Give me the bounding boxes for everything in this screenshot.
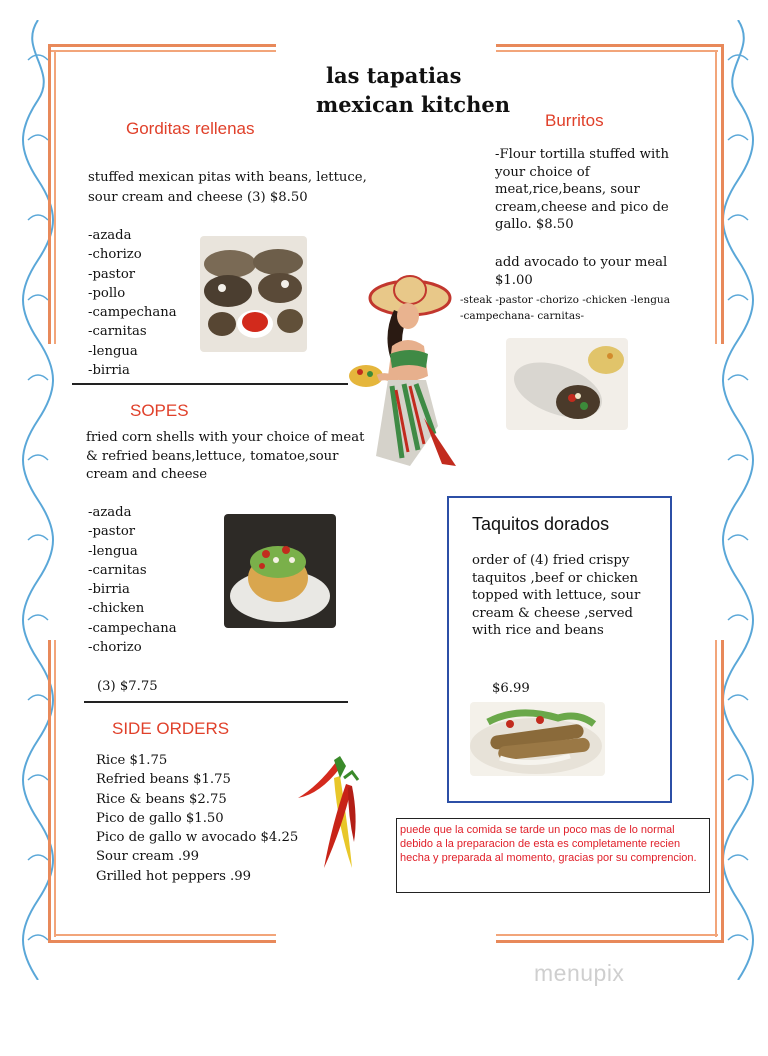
list-item: -carnitas xyxy=(88,562,147,578)
left-vine-decoration xyxy=(18,20,58,980)
list-item: Rice & beans $2.75 xyxy=(96,791,227,807)
gorditas-description: stuffed mexican pitas with beans, lettuce, sour cream and cheese (3) $8.50 xyxy=(88,170,367,205)
list-item: Pico de gallo w avocado $4.25 xyxy=(96,830,299,846)
list-item: -azada xyxy=(88,228,132,243)
sopes-divider xyxy=(84,701,348,703)
list-item: Grilled hot peppers .99 xyxy=(96,868,252,884)
burritos-meats-line1: -steak -pastor -chorizo -chicken -lengua xyxy=(460,294,670,306)
list-item: -pollo xyxy=(88,285,126,301)
list-item: -pastor xyxy=(88,524,136,540)
list-item: -campechana xyxy=(88,305,177,321)
sopes-title: SOPES xyxy=(130,401,189,420)
list-item: Refried beans $1.75 xyxy=(96,772,231,788)
preparation-note-text: puede que la comida se tarde un poco mas de lo normal debido a la preparacion de esta es completamente recien hecha y preparada al momento, gracias por su comprencion. xyxy=(400,824,697,864)
list-item: -birria xyxy=(88,363,130,379)
sopes-description: fried corn shells with your choice of meat & refried beans,lettuce, tomatoe,sour cream and cheese xyxy=(86,430,365,482)
chili-peppers-illustration xyxy=(296,756,370,874)
list-item: Rice $1.75 xyxy=(96,753,168,768)
side-orders-list xyxy=(96,751,298,886)
list-item: -campechana xyxy=(88,620,177,636)
restaurant-subtitle: mexican kitchen xyxy=(316,92,510,117)
list-item: -lengua xyxy=(88,343,138,359)
list-item: -lengua xyxy=(88,543,138,559)
list-item: Pico de gallo $1.50 xyxy=(96,810,224,826)
burritos-meats-line2: -campechana- carnitas- xyxy=(460,309,585,322)
sopes-price: (3) $7.75 xyxy=(97,679,158,694)
list-item: -chicken xyxy=(88,601,145,617)
gorditas-divider xyxy=(72,383,348,385)
list-item: -birria xyxy=(88,582,130,598)
gorditas-photo xyxy=(200,236,307,352)
sopes-meat-list xyxy=(88,503,177,657)
list-item: -carnitas xyxy=(88,324,147,340)
menupix-watermark: menupix xyxy=(534,960,625,986)
list-item: -chorizo xyxy=(88,247,142,263)
gorditas-title: Gorditas rellenas xyxy=(126,119,255,138)
taquitos-price: $6.99 xyxy=(492,681,530,696)
taquitos-photo xyxy=(470,702,605,776)
list-item: -pastor xyxy=(88,266,136,282)
gorditas-meat-list xyxy=(88,226,177,380)
burritos-meats xyxy=(460,293,670,324)
sopes-photo xyxy=(224,514,336,628)
list-item: -azada xyxy=(88,505,132,520)
list-item: -chorizo xyxy=(88,640,142,656)
side-orders-title: SIDE ORDERS xyxy=(112,719,230,738)
taquitos-description: order of (4) fried crispy taquitos ,beef or chicken topped with lettuce, sour cream & cheese ,served with rice and beans xyxy=(472,553,641,638)
right-vine-decoration xyxy=(718,20,758,980)
taquitos-title: Taquitos dorados xyxy=(472,514,610,534)
burritos-avocado-addon: add avocado to your meal $1.00 xyxy=(495,255,668,288)
burritos-description: -Flour tortilla stuffed with your choice of meat,rice,beans, sour cream,cheese and pico de gallo. $8.50 xyxy=(495,147,669,232)
list-item: Sour cream .99 xyxy=(96,849,199,865)
burritos-title: Burritos xyxy=(545,111,604,130)
restaurant-name: las tapatias xyxy=(326,63,462,88)
burrito-photo xyxy=(506,338,628,430)
